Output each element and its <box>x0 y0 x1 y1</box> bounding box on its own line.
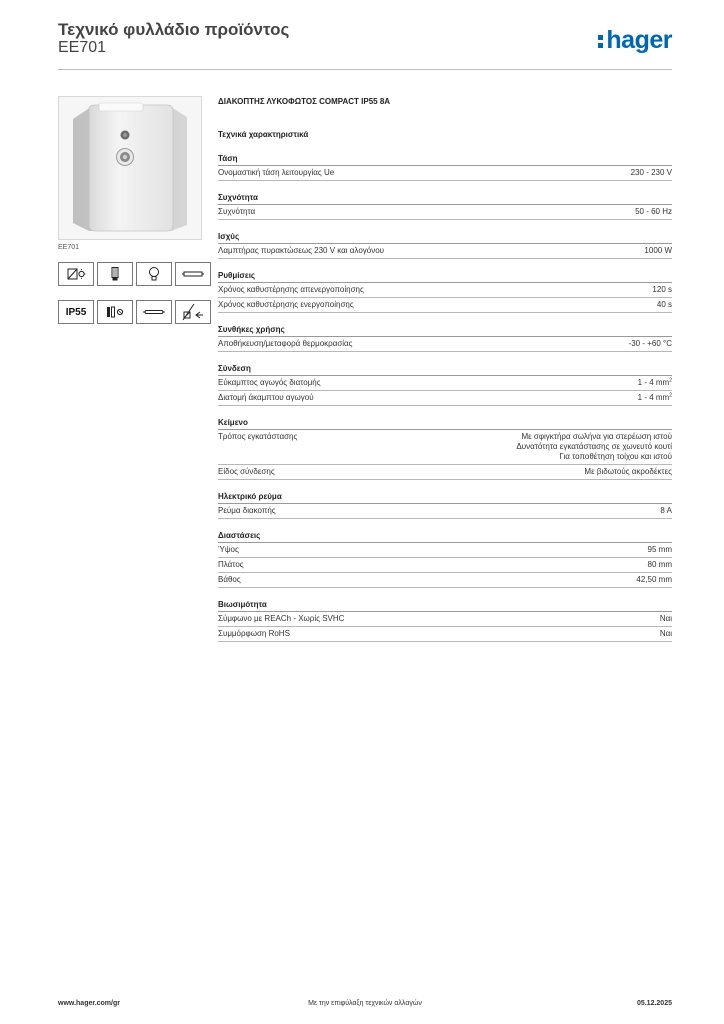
spec-value-text: 1000 W <box>644 246 672 255</box>
spec-value <box>635 207 672 217</box>
spec-value-line: Δυνατότητα εγκατάστασης σε χωνευτό κουτί <box>516 442 672 451</box>
specifications-panel <box>218 96 672 642</box>
spec-label: Ύψος <box>218 545 239 554</box>
spec-label: Χρόνος καθυστέρησης ενεργοποίησης <box>218 300 354 309</box>
spec-row <box>218 543 672 558</box>
spec-sections <box>218 153 672 642</box>
spec-value <box>660 629 672 639</box>
spec-value-text: -30 - +60 °C <box>628 339 672 348</box>
twilight-switch-illustration <box>59 97 201 239</box>
section-title: Τάση <box>218 153 672 166</box>
spec-row <box>218 166 672 181</box>
tube-lamp-pictogram-icon <box>175 262 211 286</box>
logo-text: hager <box>606 26 672 54</box>
unit-superscript: 2 <box>669 377 672 384</box>
ip55-rating-badge <box>58 300 94 324</box>
spec-value-text: Με βιδωτούς ακροδέκτες <box>584 467 672 476</box>
product-code: EE701 <box>58 39 107 56</box>
section-title: Ηλεκτρικό ρεύμα <box>218 491 672 504</box>
spec-value <box>648 560 672 570</box>
spec-section <box>218 417 672 480</box>
spec-value <box>660 614 672 624</box>
section-title: Συνθήκες χρήσης <box>218 324 672 337</box>
product-image <box>58 96 202 240</box>
spec-label: Διατομή άκαμπτου αγωγού <box>218 393 314 402</box>
twilight-sensor-pictogram-icon <box>58 262 94 286</box>
spec-row <box>218 244 672 259</box>
spec-value-text: 120 s <box>652 285 672 294</box>
spec-label: Εύκαμπτος αγωγός διατομής <box>218 378 321 387</box>
spec-label: Ρεύμα διακοπής <box>218 506 276 515</box>
website-link[interactable]: www.hager.com/gr <box>58 1000 120 1007</box>
spec-section <box>218 270 672 313</box>
spec-section <box>218 530 672 588</box>
light-bulb-pictogram-icon <box>136 262 172 286</box>
spec-row <box>218 205 672 220</box>
spec-value <box>648 545 672 555</box>
spec-row <box>218 504 672 519</box>
spec-row <box>218 391 672 406</box>
spec-label: Συμμόρφωση RoHS <box>218 629 290 638</box>
spec-label: Συχνότητα <box>218 207 256 216</box>
spec-section <box>218 231 672 259</box>
spec-row <box>218 337 672 352</box>
page-header <box>58 20 672 70</box>
spec-value-text: Ναι <box>659 629 672 638</box>
spec-label: Λαμπτήρας πυρακτώσεως 230 V και αλογόνου <box>218 246 385 255</box>
spec-row <box>218 558 672 573</box>
spec-row <box>218 573 672 588</box>
spec-row <box>218 298 672 313</box>
spec-label: Είδος σύνδεσης <box>218 467 275 476</box>
section-title: Βιωσιμότητα <box>218 599 672 612</box>
spec-row <box>218 376 672 391</box>
unit-superscript: 2 <box>669 392 672 399</box>
spec-section <box>218 491 672 519</box>
spec-value-text: 42,50 mm <box>636 575 672 584</box>
section-title: Κείμενο <box>218 417 672 430</box>
spec-value <box>516 432 672 462</box>
hager-logo <box>598 26 672 55</box>
spec-section <box>218 363 672 406</box>
spec-section <box>218 153 672 181</box>
spec-section <box>218 599 672 642</box>
ip-rating-text: IP55 <box>65 306 87 318</box>
spec-value-line: Για τοποθέτηση τοίχου και ιστού <box>559 452 672 461</box>
spec-value <box>644 246 672 256</box>
spec-value-text: 80 mm <box>647 560 672 569</box>
section-title: Ρυθμίσεις <box>218 270 672 283</box>
section-title: Συχνότητα <box>218 192 672 205</box>
fluorescent-tube-pictogram-icon <box>97 262 133 286</box>
halogen-lamp-pictogram-icon <box>136 300 172 324</box>
spec-value <box>652 285 672 295</box>
spec-value-text: 8 A <box>660 506 672 515</box>
spec-value <box>638 393 672 403</box>
specifications-heading: Τεχνικά χαρακτηριστικά <box>218 130 309 139</box>
spec-label: Ονομαστική τάση λειτουργίας Ue <box>218 168 335 177</box>
product-name: ΔΙΑΚΟΠΤΗΣ ΛΥΚΟΦΩΤΟΣ COMPACT IP55 8A <box>218 97 391 106</box>
module-sensor-pictogram-icon <box>97 300 133 324</box>
spec-label: Αποθήκευση/μεταφορά θερμοκρασίας <box>218 339 353 348</box>
footer-notice: Με την επιφύλαξη τεχνικών αλλαγών <box>308 1000 422 1007</box>
spec-row <box>218 465 672 480</box>
section-title: Διαστάσεις <box>218 530 672 543</box>
spec-value-text: 50 - 60 Hz <box>635 207 672 216</box>
spec-value-text: 95 mm <box>647 545 672 554</box>
spec-label: Βάθος <box>218 575 241 584</box>
spec-row <box>218 430 672 465</box>
spec-section <box>218 192 672 220</box>
logo-dots-icon <box>598 32 603 49</box>
spec-value <box>638 378 672 388</box>
spec-row <box>218 283 672 298</box>
section-title: Σύνδεση <box>218 363 672 376</box>
spec-label: Πλάτος <box>218 560 244 569</box>
spec-value <box>631 168 672 178</box>
spec-label: Σύμφωνο με REACh - Χωρίς SVHC <box>218 614 345 623</box>
spec-value <box>636 575 672 585</box>
spec-value-text: 1 - 4 mm <box>637 378 670 387</box>
spec-value-text: Ναι <box>659 614 672 623</box>
spec-value-line: Με σφιγκτήρα σωλήνα για στερέωση ιστού <box>521 432 672 441</box>
spec-value <box>660 506 672 516</box>
header-divider <box>58 69 672 70</box>
spec-value <box>629 339 672 349</box>
spec-section <box>218 324 672 352</box>
spec-row <box>218 612 672 627</box>
document-title: Τεχνικό φυλλάδιο προϊόντος <box>58 20 290 39</box>
spec-value-text: 40 s <box>656 300 672 309</box>
pole-mounting-pictogram-icon <box>175 300 211 324</box>
spec-value <box>657 300 672 310</box>
document-date: 05.12.2025 <box>636 1000 672 1007</box>
spec-label: Τρόπος εγκατάστασης <box>218 432 298 441</box>
spec-row <box>218 627 672 642</box>
spec-value-text: 1 - 4 mm <box>637 393 670 402</box>
product-reference-label: EE701 <box>58 244 80 251</box>
spec-label: Χρόνος καθυστέρησης απενεργοποίησης <box>218 285 364 294</box>
spec-value <box>584 467 672 477</box>
section-title: Ισχύς <box>218 231 672 244</box>
page-footer <box>58 1000 672 1012</box>
spec-value-text: 230 - 230 V <box>630 168 672 177</box>
